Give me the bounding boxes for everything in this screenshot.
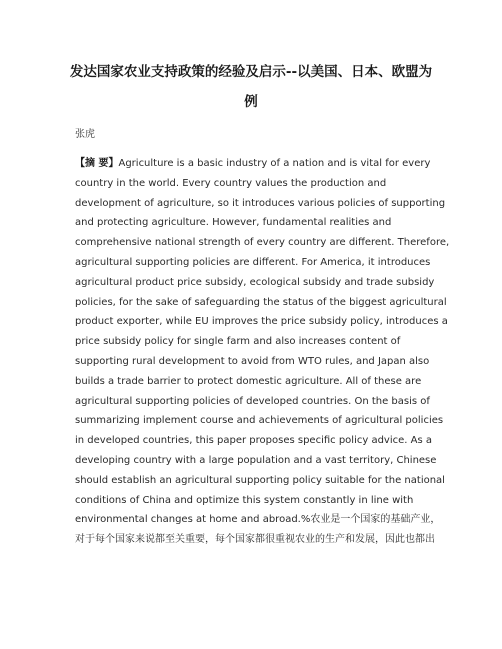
abstract-line: policies, for the sake of safeguarding the status of the biggest agricultural [75,296,447,308]
abstract-line: 对于每个国家来说都至关重要，每个国家都很重视农业的生产和发展，因此也都出 [75,534,435,546]
abstract-label: 【摘 要】 [75,158,119,169]
abstract-line: agricultural supporting policies are different. For America, it introduces [75,256,431,268]
abstract-line: environmental changes at home and abroad.%农业是一个国家的基础产业， [75,514,441,526]
abstract-line: development of agriculture, so it introduces various policies of supporting [75,197,446,209]
abstract-line: and protecting agriculture. However, fundamental realities and [75,217,392,229]
abstract-text: Agriculture is a basic industry of a nation and is vital for every [118,158,431,169]
abstract-line: developing country with a large population and a vast territory, Chinese [75,454,437,466]
abstract-line: in developed countries, this paper proposes specific policy advice. As a [75,435,432,447]
paper-title-line-1: 发达国家农业支持政策的经验及启示--以美国、日本、欧盟为 [69,64,433,80]
abstract-line [75,154,445,174]
abstract-line: agricultural product price subsidy, ecological subsidy and trade subsidy [75,276,435,288]
abstract-line: builds a trade barrier to protect domestic agriculture. All of these are [75,375,422,387]
abstract-line: summarizing implement course and achievements of agricultural policies [75,415,444,427]
abstract-line: comprehensive national strength of every country are different. Therefore, [75,237,450,249]
abstract-line: country in the world. Every country values the production and [75,177,387,189]
abstract-line: conditions of China and optimize this system constantly in line with [75,494,414,506]
abstract-line: should establish an agricultural supporting policy suitable for the national [75,474,445,486]
abstract-line: supporting rural development to avoid from WTO rules, and Japan also [75,355,430,367]
paper-title-line-2: 例 [244,94,258,110]
abstract-line: agricultural supporting policies of developed countries. On the basis of [75,395,430,407]
abstract-line: product exporter, while EU improves the price subsidy policy, introduces a [75,316,448,328]
author-name: 张虎 [75,129,95,140]
abstract-line: price subsidy policy for single farm and also increases content of [75,336,401,348]
abstract [75,154,450,550]
